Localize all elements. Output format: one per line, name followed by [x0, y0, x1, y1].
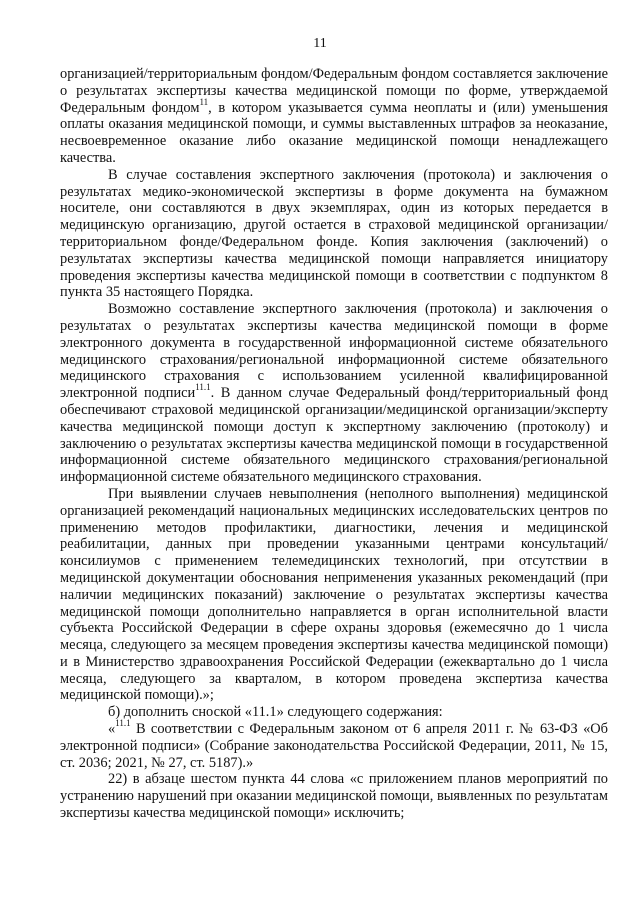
- paragraph-4: [60, 486, 608, 704]
- text-run: 22) в абзаце шестом пункта 44 слова «с приложением планов мероприятий по устранению нарушений при оказании медицинской помощи, выявленных по результатам экспертизы качества медицинской помощи» исключить;: [60, 771, 608, 822]
- text-run: , в котором указывается сумма неоплаты и (или) уменьшения оплаты оказания медицинской помощи, и суммы выставленных штрафов за неоказание, несвоевременное оказание либо оказание медицинской помощи ненадлежащего качества.: [60, 99, 609, 166]
- text-run: б) дополнить сноской «11.1» следующего содержания:: [108, 704, 443, 721]
- paragraph-7: [60, 771, 608, 821]
- text-run: Возможно составление экспертного заключения (протокола) и заключения о результатах о результатах экспертизы качества медицинской помощи в форме электронного документа в государственной информационной системе обязательного медицинского страхования/региональной информационной системе обязательного медицинского страхования с использованием усиленной квалифицированной электронной подписи: [60, 301, 608, 402]
- document-body: [60, 66, 608, 822]
- paragraph-5: [60, 704, 608, 721]
- footnote-text: [60, 718, 608, 771]
- text-run: «: [108, 721, 116, 738]
- footnote-ref: 11.1: [195, 382, 211, 393]
- text-run: В случае составления экспертного заключения (протокола) и заключения о результатах медико-экономической экспертизы в форме документа на бумажном носителе, они составляются в двух экземплярах, один из которых передается в медицинскую организацию, другой остается в страховой медицинской организации/территориальном фонде/Федеральном фонде. Копия заключения (заключений) о результатах экспертизы качества медицинской помощи направляется инициатору проведения экспертизы качества медицинской помощи в соответствии с подпунктом 8 пункта 35 настоящего Порядка.: [60, 166, 608, 301]
- paragraph-3: [60, 301, 608, 486]
- text-run: При выявлении случаев невыполнения (неполного выполнения) медицинской организацией рекомендаций национальных медицинских исследовательских центров по применению методов профилактики, диагностики, лечения и медицинской реабилитации, данных при проведении указанными центрами консультаций/консилиумов с применением телемедицинских технологий, при отсутствии в медицинской документации обоснования неприменения указанных рекомендаций (при наличии медицинских показаний) заключение о результатах экспертизы качества медицинской помощи дополнительно направляется в орган исполнительной власти субъекта Российской Федерации в сфере охраны здоровья (ежемесячно до 1 числа месяца, следующего за месяцем проведения экспертизы качества медицинской помощи) и в Министерство здравоохранения Российской Федерации (ежеквартально до 1 числа месяца, следующего за кварталом, в котором проведена экспертиза качества медицинской помощи).»;: [60, 485, 608, 704]
- paragraph-2: [60, 167, 608, 301]
- text-run: . В данном случае Федеральный фонд/территориальный фонд обеспечивают страховой медицинской организации/медицинской организации/эксперту качества медицинской помощи доступ к экспертному заключению (протоколу) и заключению о результатах экспертизы качества медицинской помощи в государственной информационной системе обязательного медицинского страхования/региональной информационной системе обязательного медицинского страхования.: [60, 385, 608, 486]
- text-run: В соответствии с Федеральным законом от 6 апреля 2011 г. № 63-ФЗ «Об электронной подписи» (Собрание законодательства Российской Федерации, 2011, № 15, ст. 2036; 2021, № 27, ст. 5187).»: [60, 721, 608, 771]
- paragraph-1: [60, 66, 608, 167]
- page-number: 11: [313, 36, 327, 51]
- footnote-ref: 11.1: [115, 718, 131, 729]
- footnote-ref: 11: [199, 96, 209, 107]
- text-run: организацией/территориальным фондом/Федеральным фондом составляется заключение о результатах экспертизы качества медицинской помощи по форме, утверждаемой Федеральным фондом: [60, 66, 608, 116]
